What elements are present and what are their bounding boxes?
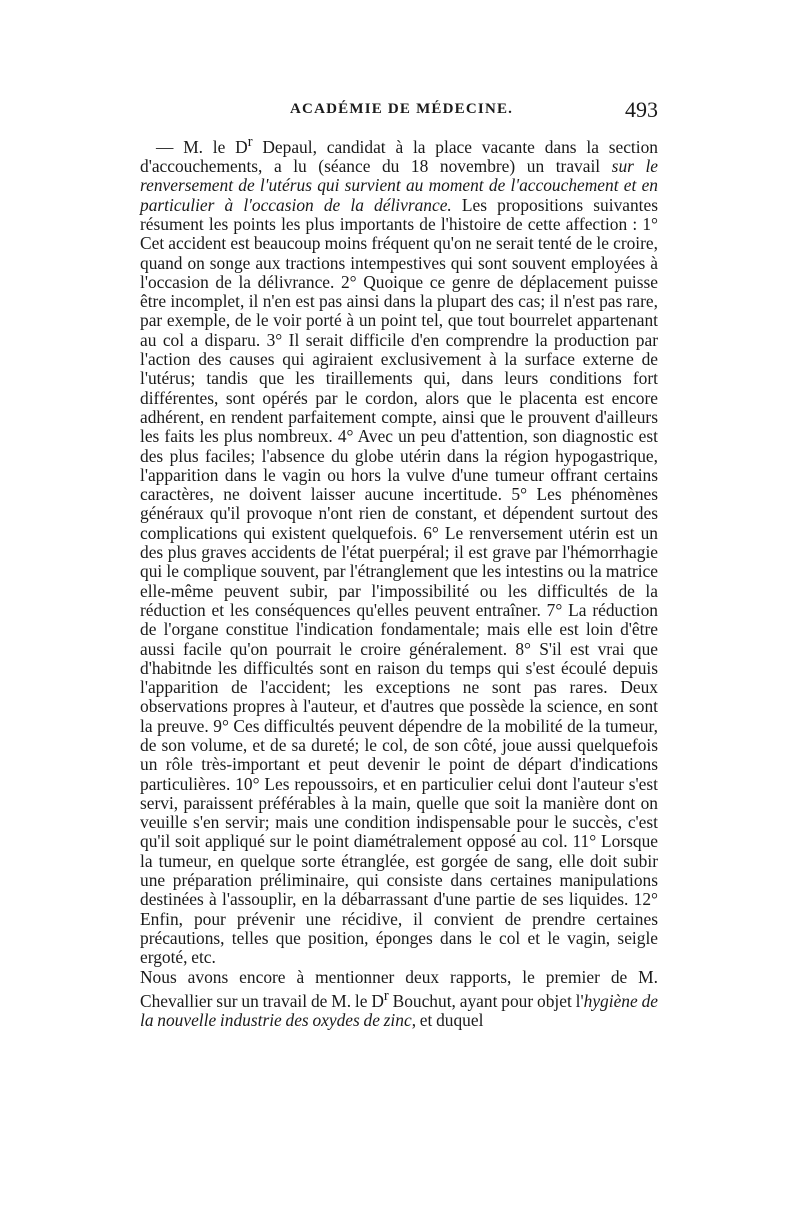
- paragraph-body: Les propositions suivantes résument les points les plus importants de l'histoire de cette affection : 1° Cet accident est beaucoup moins fréquent qu'on ne serait tenté de le croire, quand on songe aux tractions intempestives qui sont souvent employées à l'occasion de la délivrance. 2° Quoique ce genre de déplacement puisse être incomplet, il n'en est pas ainsi dans la plupart des cas; il n'est pas rare, par exemple, de le voir porté à un point tel, que tout bourrelet appartenant au col a disparu. 3° Il serait difficile d'en comprendre la production par l'action des causes qui agiraient exclusivement à la surface externe de l'utérus; tandis que les tiraillements qui, dans leurs conditions fort différentes, sont opérés par le cordon, alors que le placenta est encore adhérent, en rendent parfaitement compte, ainsi que le prouvent d'ailleurs les faits les plus nombreux. 4° Avec un peu d'attention, son diagnostic est des plus faciles; l'absence du globe utérin dans la région hypogastrique, l'apparition dans le vagin ou hors la vulve d'une tumeur offrant certains caractères, ne doivent laisser aucune incertitude. 5° Les phénomènes généraux qu'il provoque n'ont rien de constant, et dépendent surtout des complications qui existent quelquefois. 6° Le renversement utérin est un des plus graves accidents de l'état puerpéral; il est grave par l'hémorrhagie qui le complique souvent, par l'étranglement que les intestins ou la matrice elle-même peuvent subir, par l'impossibilité ou les difficultés de la réduction et les conséquences qu'elles peuvent entraîner. 7° La réduction de l'organe constitue l'indication fondamentale; mais elle est loin d'être aussi facile qu'on pourrait le croire généralement. 8° S'il est vrai que d'habitnde les difficultés sont en raison du temps qui s'est écoulé depuis l'apparition de l'accident; les exceptions ne sont pas rares. Deux observations propres à l'auteur, et d'autres que possède la science, en sont la preuve. 9° Ces difficultés peuvent dépendre de la mobilité de la tumeur, de son volume, et de sa dureté; le col, de son côté, joue aussi quelquefois un rôle très-important et peut devenir le point de départ d'indications particulières. 10° Les repoussoirs, et en particulier celui dont l'auteur s'est servi, paraissent préférables à la main, quelle que soit la manière dont on veuille s'en servir; mais une condition indispensable pour le succès, c'est qu'il soit appliqué sur le point diamétralement opposé au col. 11° Lorsque la tumeur, en quelque sorte étranglée, est gorgée de sang, elle doit subir une préparation préliminaire, qui consiste dans certaines manipulations destinées à l'assouplir, en la débarrassant d'une partie de ses liquides. 12° Enfin, pour prévenir une récidive, il convient de prendre certaines précautions, telles que position, éponges dans le col et le vagin, seigle ergoté, etc.: [140, 194, 658, 968]
- page-number: 493: [625, 97, 658, 122]
- work-title: sur le renversement de l'utérus qui survient au moment de l'accouchement et en particulier à l'occasion de la délivrance.: [140, 156, 659, 215]
- paragraph2-end: , et duquel: [411, 1009, 484, 1030]
- paragraph-reports: [140, 968, 658, 1031]
- report-title: hygiène de la nouvelle industrie des oxydes de zinc: [140, 990, 658, 1030]
- paragraph2-middle: Bouchut, ayant pour objet l': [388, 990, 584, 1011]
- page-header: [140, 97, 658, 125]
- body-text: [140, 133, 658, 1030]
- superscript-r: r: [247, 134, 253, 150]
- paragraph2-start: Nous avons encore à mentionner deux rapports, le premier de M. Chevallier sur un travail de M. le D: [140, 966, 658, 1011]
- paragraph-intro: Depaul, candidat à la place vacante dans la section d'accouchements, a lu (séance du 18 novembre) un travail: [140, 136, 658, 177]
- paragraph-depaul: [140, 133, 658, 968]
- running-title: ACADÉMIE DE MÉDECINE.: [290, 101, 514, 117]
- superscript-r-2: r: [383, 987, 389, 1004]
- paragraph-lead: — M. le D: [156, 136, 248, 157]
